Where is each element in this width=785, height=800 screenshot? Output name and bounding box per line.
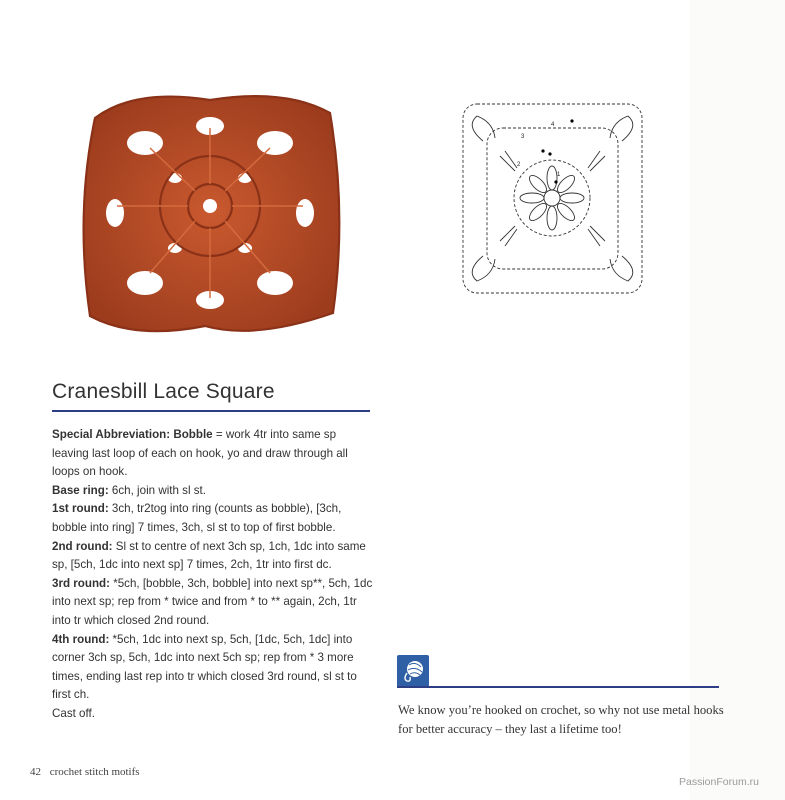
instruction-line — [52, 538, 374, 575]
instruction-label: 3rd round: — [52, 576, 110, 590]
instruction-label: 4th round: — [52, 632, 110, 646]
instruction-text: Sl st to centre of next 3ch sp, 1ch, 1dc into same sp, [5ch, 1dc into next sp] 7 times, 2ch, 1tr into first dc. — [52, 539, 366, 572]
instruction-text: *5ch, 1dc into next sp, 5ch, [1dc, 5ch, 1dc] into corner 3ch sp, 5ch, 1dc into next 5ch sp; rep from * 3 more times, ending last rep into tr which closed 3rd round, sl st to first ch. — [52, 632, 357, 702]
instruction-line — [52, 705, 374, 724]
yarn-ball-icon — [397, 655, 429, 687]
diagram-round-4-label: 4 — [551, 122, 555, 128]
diagram-round-1-label: 1 — [557, 172, 561, 178]
motif-photo — [75, 88, 345, 338]
title-rule — [52, 410, 370, 412]
page-footer — [30, 766, 146, 778]
instruction-line — [52, 575, 374, 631]
section-name: crochet stitch motifs — [49, 766, 140, 778]
instruction-label: Base ring: — [52, 483, 109, 497]
instruction-text: 3ch, tr2tog into ring (counts as bobble), [3ch, bobble into ring] 7 times, 3ch, sl st to top of first bobble. — [52, 502, 342, 534]
pattern-instructions — [52, 426, 374, 724]
instruction-line — [52, 500, 374, 537]
tip-rule — [397, 686, 719, 688]
page-number: 42 — [30, 766, 41, 778]
stitch-diagram — [455, 96, 650, 301]
tip-badge — [397, 655, 429, 687]
instruction-text: Cast off. — [52, 706, 95, 720]
diagram-round-2-label: 2 — [517, 162, 521, 168]
watermark: PassionForum.ru — [679, 776, 759, 788]
instruction-text: = work 4tr into same sp leaving last loop of each on hook, yo and draw through all loops on hook. — [52, 428, 348, 479]
instruction-line — [52, 482, 374, 501]
instruction-line — [52, 631, 374, 705]
instruction-line — [52, 426, 374, 482]
instruction-text: 6ch, join with sl st. — [108, 483, 206, 497]
diagram-round-3-label: 3 — [521, 134, 525, 140]
page-edge — [690, 0, 785, 800]
instruction-label: 1st round: — [52, 502, 109, 516]
instruction-text: *5ch, [bobble, 3ch, bobble] into next sp**, 5ch, 1dc into next sp; rep from * twice and from * to ** again, 2ch, 1tr into tr which closed 2nd round. — [52, 576, 373, 627]
instruction-label: Special Abbreviation: Bobble — [52, 428, 213, 441]
tip-text: We know you’re hooked on crochet, so why not use metal hooks for better accuracy – they last a lifetime too! — [398, 703, 724, 736]
pattern-title: Cranesbill Lace Square — [52, 380, 275, 403]
instruction-label: 2nd round: — [52, 539, 113, 553]
